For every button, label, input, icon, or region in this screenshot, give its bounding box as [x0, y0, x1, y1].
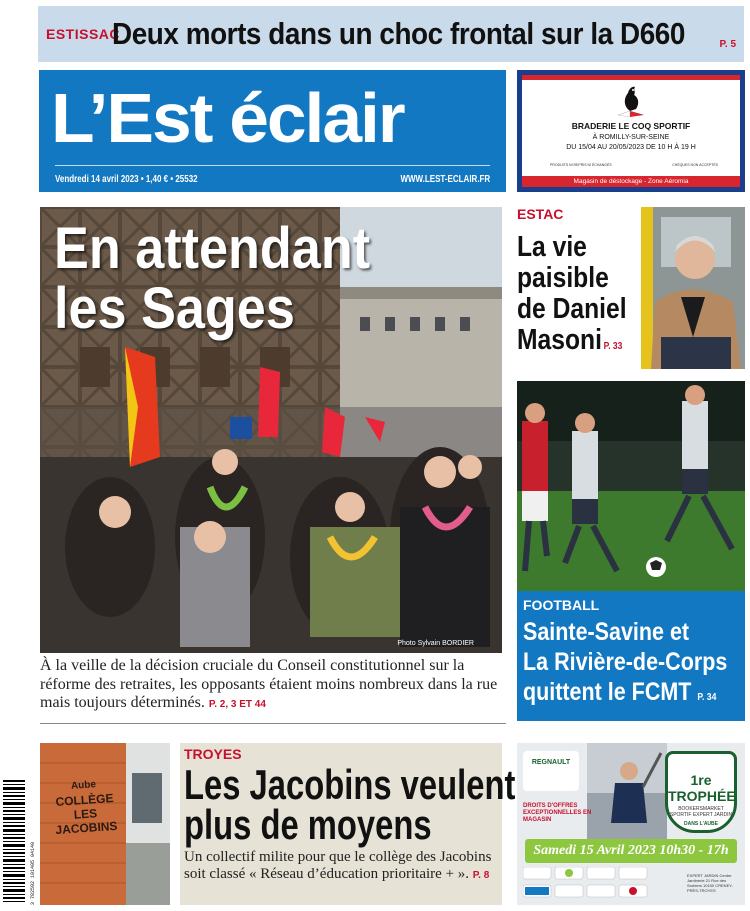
troyes-headline: [184, 761, 516, 848]
ad-top-title: BRADERIE LE COQ SPORTIF: [571, 121, 691, 131]
masthead-dateline: Vendredi 14 avril 2023 • 1,40 € • 25532: [55, 174, 198, 185]
football-kicker: FOOTBALL: [523, 597, 600, 613]
main-story-page-ref: P. 2, 3 ET 44: [208, 699, 266, 710]
football-page-ref: P. 34: [697, 692, 717, 703]
ad-trophee-jardin[interactable]: [517, 743, 745, 905]
football-photo[interactable]: [517, 381, 745, 591]
masthead-url[interactable]: WWW.LEST-ECLAIR.FR: [400, 174, 490, 185]
sponsor-logos-icon: [523, 867, 663, 899]
trophy-subtitle: BOOKERSMARKET SPORTIF EXPERT JARDIN: [669, 806, 733, 818]
troyes-story[interactable]: [180, 743, 516, 905]
ad-top-place: À ROMILLY-SUR-SEINE: [592, 134, 670, 141]
troyes-photo[interactable]: [40, 743, 170, 905]
ad-bottom-offer: DROITS D'OFFRES EXCEPTIONNELLES EN MAGASIN: [523, 803, 592, 823]
ad-top-dates: DU 15/04 AU 20/05/2023 DE 10 H À 19 H: [566, 144, 696, 151]
main-photo-credit: Photo Sylvain BORDIER: [397, 640, 474, 647]
estac-headline-line1: La vie: [517, 231, 587, 263]
football-headline-line3: quittent le FCMT: [523, 678, 692, 706]
main-headline-line1: En attendant: [54, 216, 371, 281]
daniel-masoni-portrait: [641, 207, 745, 369]
top-banner[interactable]: [38, 6, 744, 62]
main-story-headline[interactable]: [54, 216, 371, 341]
ad-top-redbar: [522, 75, 740, 80]
top-banner-kicker: ESTISSAC: [46, 26, 121, 42]
main-headline-line2: les Sages: [54, 276, 295, 341]
main-summary-text: À la veille de la décision cruciale du Conseil constitutionnel sur la réforme des retraites, les opposants étaient moins nombreux dans la rue mais toujours déterminés.: [40, 657, 498, 711]
trophy-location: DANS L'AUBE: [684, 821, 718, 827]
barcode-icon: [3, 780, 33, 905]
troyes-kicker: TROYES: [184, 746, 242, 762]
ad-top-left-note: PRODUITS NI REPRIS NI ÉCHANGÉS: [550, 163, 612, 167]
estac-headline-line3: de Daniel: [517, 293, 627, 325]
trophy-title: 1re TROPHÉE: [668, 772, 736, 804]
college-sign-line3: LES JACOBINS: [55, 806, 118, 838]
college-sign-line1: Aube: [70, 779, 97, 792]
troyes-summary: [184, 849, 499, 883]
newspaper-logo[interactable]: L’Est éclair: [51, 79, 404, 157]
football-headline: [523, 617, 728, 707]
ad-bottom-brand: REGNAULT: [523, 751, 579, 791]
estac-headline: [517, 231, 627, 356]
football-match-image: [517, 381, 745, 591]
college-sign-line2: COLLÈGE: [55, 791, 114, 810]
troyes-summary-text: Un collectif milite pour que le collège des Jacobins soit classé « Réseau d’éducation prioritaire + ».: [184, 849, 492, 882]
trophy-badge: [665, 751, 737, 833]
ad-bottom-date: Samedi 15 Avril 2023 10h30 - 17h: [525, 839, 737, 863]
top-banner-headline[interactable]: Deux morts dans un choc frontal sur la D660: [112, 16, 685, 51]
estac-photo[interactable]: [641, 207, 745, 369]
sponsor-logos: [523, 867, 663, 899]
masthead: [39, 70, 506, 192]
troyes-headline-line1: Les Jacobins veulent: [184, 761, 516, 808]
ad-top-subline: Magasin de déstockage - Zone Aéromia: [522, 176, 740, 187]
troyes-headline-line2: plus de moyens: [184, 801, 432, 848]
barcode-number: 3 782592 101405 04140: [30, 841, 36, 905]
top-banner-page-ref: P. 5: [719, 39, 736, 50]
ad-top-right-note: CHÈQUES NON ACCEPTÉS: [672, 163, 718, 167]
football-story[interactable]: [517, 591, 745, 721]
college-sign: [48, 777, 122, 838]
estac-story[interactable]: [517, 204, 639, 369]
masthead-divider: [55, 165, 490, 166]
troyes-page-ref: P. 8: [472, 870, 490, 881]
estac-headline-line2: paisible: [517, 262, 609, 294]
main-story-divider: [40, 723, 506, 724]
ad-bottom-expert: EXPERT JARDIN Centre Jardinerie 21 Rue des Sorbiers 10150 CRENEY-PRÈS-TROYES: [687, 873, 733, 893]
estac-headline-line4: Masoni: [517, 324, 602, 356]
main-story-summary: [40, 657, 506, 713]
barcode: [3, 780, 36, 905]
football-headline-line2: La Rivière-de-Corps: [523, 648, 728, 676]
football-headline-line1: Sainte-Savine et: [523, 618, 690, 646]
estac-page-ref: P. 33: [603, 341, 623, 352]
estac-kicker: ESTAC: [517, 206, 564, 222]
main-story-photo[interactable]: [40, 207, 502, 653]
ad-le-coq-sportif[interactable]: [517, 70, 745, 192]
ad-player-image: [587, 743, 667, 839]
